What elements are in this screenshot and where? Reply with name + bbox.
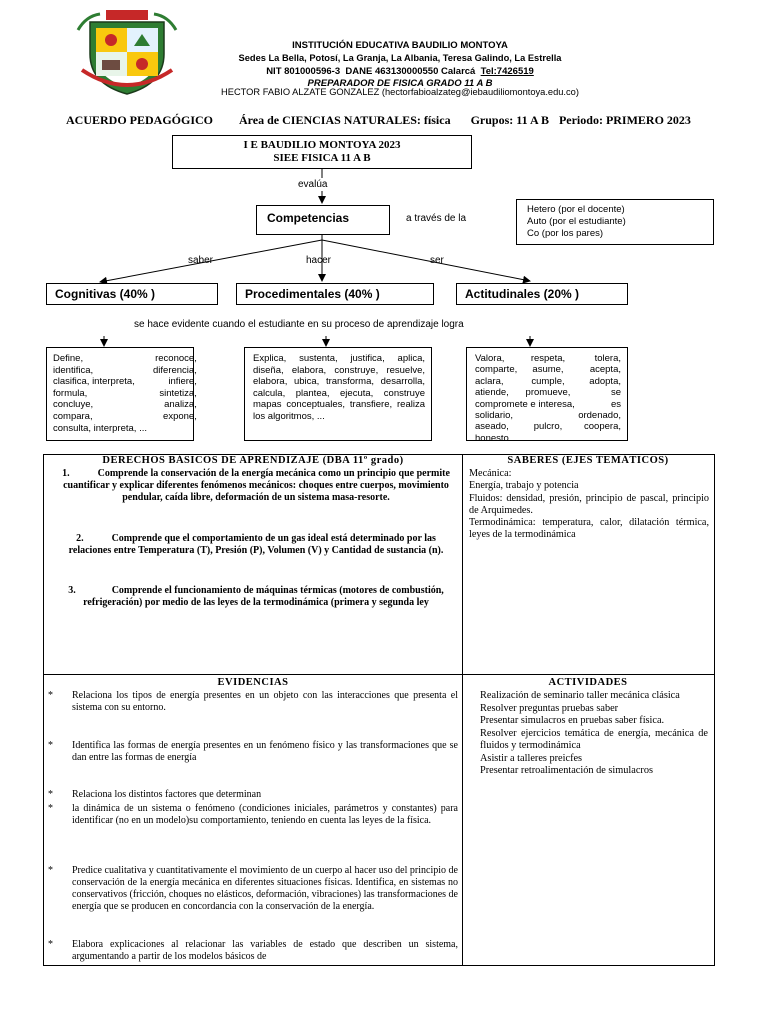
dba-item-3-num: 3.: [68, 585, 76, 596]
evalua-label: evalúa: [298, 179, 328, 190]
agreement-area: Área de CIENCIAS NATURALES: física: [239, 113, 451, 127]
verb: respeta,: [530, 353, 566, 364]
evaluation-type-auto: Auto (por el estudiante): [527, 216, 626, 227]
attitudinal-verbs-list: [475, 353, 621, 444]
evidence-text: Elabora explicaciones al relacionar las variables de estado que describen un sistema, argumentando a partir de los modelos básicos de: [72, 939, 458, 962]
dba-item-3-text: Comprende el funcionamiento de máquinas térmicas (motores de combustión, refrigeración) por medio de las leyes de la termodinámica (primera y segunda ley: [83, 585, 444, 608]
saber-line: Mecánica:: [469, 468, 512, 479]
dba-item-2-num: 2.: [76, 533, 84, 544]
verb: cumple,: [531, 375, 565, 387]
verb: se: [610, 387, 621, 399]
dba-title: DERECHOS BÁSICOS DE APRENDIZAJE (DBA 11º grado): [102, 455, 404, 466]
tel-link[interactable]: Tel:7426519: [480, 66, 534, 77]
agreement-period: Periodo: PRIMERO 2023: [558, 113, 691, 127]
preparer-line: PREPARADOR DE FISICA GRADO 11 A B: [307, 78, 493, 89]
siee-box: [172, 135, 472, 169]
verb: tolera,: [594, 353, 621, 364]
nit-dane: NIT 801000596-3 DANE 463130000550 Calarcá: [266, 66, 481, 77]
cognitive-verbs-list: [53, 353, 197, 434]
verb: honesto: [475, 432, 509, 444]
dba-item-1-text: Comprende la conservación de la energía mecánica como un principio que permite cuantificar y explicar diferentes fenómenos mecánicos: choques entre cuerpos, movimiento pendular, caída libre, deformación de un sistema masa-resorte.: [63, 468, 450, 503]
cognitivas-box: Cognitivas (40% ): [46, 283, 218, 305]
attitudinal-verbs-box: [466, 347, 628, 444]
verb: analiza,: [164, 399, 197, 411]
evidence-item: [48, 690, 458, 714]
verb: asume,: [532, 364, 564, 376]
evidence-text: la dinámica de un sistema o fenómeno (condiciones iniciales, parámetros y constantes) para identificar (no en un modelo)su comportamiento, teniendo en cuenta las leyes de la física.: [72, 803, 458, 826]
evaluation-types-box: [516, 199, 714, 245]
evidencias-title: EVIDENCIAS: [217, 677, 289, 688]
saber-line: Energía, trabajo y potencia: [469, 480, 579, 492]
actitudinales-box: Actitudinales (20% ): [456, 283, 628, 305]
activity-item: Presentar retroalimentación de simulacros: [480, 765, 653, 776]
evidence-item: [48, 740, 458, 764]
bullet-icon: *: [48, 690, 53, 701]
verb: pulcro,: [533, 421, 563, 433]
ser-label: ser: [430, 255, 444, 266]
bullet-icon: *: [48, 803, 53, 814]
bullet-icon: *: [48, 789, 53, 800]
teacher-line: HECTOR FABIO ALZATE GONZALEZ (hectorfabioalzateg@iebaudiliomontoya.edu.co): [221, 87, 579, 97]
dba-item-3: [56, 585, 456, 609]
dba-item-2-text: Comprende que el comportamiento de un gas ideal está determinado por las relaciones entre Temperatura (T), Presión (P), Volumen (V) y Cantidad de sustancia (n).: [68, 533, 444, 556]
agreement-groups: Grupos: 11 A B: [470, 113, 549, 127]
evidence-text: Relaciona los distintos factores que determinan: [72, 789, 262, 800]
verb: promueve,: [525, 387, 571, 399]
saber-line: Fluidos: densidad, presión, principio de pascal, principio de Arquimedes.: [469, 492, 709, 516]
dba-item-1-num: 1.: [62, 468, 70, 479]
siee-line2: SIEE FISICA 11 A B: [273, 152, 371, 164]
verb: aseado,: [475, 421, 509, 433]
evidence-item: [48, 939, 458, 965]
verb: coopera,: [584, 421, 621, 433]
verb: adopta,: [589, 375, 621, 387]
a-traves-label: a través de la: [406, 213, 467, 224]
verb: acepta,: [589, 364, 621, 376]
evaluation-type-hetero: Hetero (por el docente): [527, 204, 625, 215]
verb: solidario,: [475, 410, 514, 422]
competencias-box: Competencias: [256, 205, 390, 235]
hacer-label: hacer: [306, 255, 332, 266]
bullet-icon: *: [48, 740, 53, 751]
verb: [153, 423, 197, 435]
dba-item-2: [60, 533, 452, 557]
verb: Valora,: [475, 353, 505, 364]
procedural-verbs-box: Explica, sustenta, justifica, aplica, diseña, elabora, construye, resuelve, elabora, ubica, transforma, desarrolla, calcula, plantea, ejecuta, construye mapas conceptuales, transfiere, realiza los algoritmos, ...: [244, 347, 432, 441]
evident-label: se hace evidente cuando el estudiante en su proceso de aprendizaje logra: [134, 319, 464, 330]
verb: es: [610, 398, 621, 410]
evidence-item: [48, 789, 458, 801]
verb: aclara,: [475, 375, 504, 387]
saberes-title: SABERES (EJES TEMÁTICOS): [507, 455, 669, 466]
verb: compara,: [53, 410, 93, 422]
institution-name: INSTITUCIÓN EDUCATIVA BAUDILIO MONTOYA: [292, 40, 508, 51]
agreement-title: ACUERDO PEDAGÓGICO: [66, 113, 214, 127]
verb: diferencia,: [153, 364, 197, 376]
verb: concluye,: [53, 399, 94, 411]
evidence-item: [48, 803, 458, 827]
siee-line1: I E BAUDILIO MONTOYA 2023: [243, 139, 401, 151]
activity-item: Asistir a talleres preicfes: [480, 752, 583, 764]
evaluation-type-co: Co (por los pares): [527, 228, 604, 239]
actividades-title: ACTIVIDADES: [548, 677, 628, 688]
evidence-text: Predice cualitativa y cuantitativamente el movimiento de un cuerpo al hacer uso del principio de conservación de la energía mecánica en diferentes situaciones físicas. Identifica, en sistemas no conservativos (fricción, choques no elásticos, deformación, vibraciones) las transformaciones de energía que se producen en concordancia con la conservación de la energía.: [72, 865, 458, 912]
verb: ordenado,: [578, 410, 621, 422]
evidence-item: [48, 865, 458, 913]
verb: identifica,: [53, 364, 94, 376]
verb: expone,: [163, 410, 197, 422]
saberes-list: [469, 468, 709, 542]
row-divider: [44, 674, 714, 675]
verb: Define,: [53, 353, 84, 364]
verb: comparte,: [475, 364, 518, 376]
verb: reconoce,: [155, 353, 197, 364]
verb: sintetiza,: [159, 387, 197, 399]
cognitive-verbs-box: [46, 347, 197, 441]
activity-item: Resolver preguntas pruebas saber: [480, 702, 619, 714]
saber-line: Termodinámica: temperatura, calor, dilatación térmica, leyes de la termodinámica: [469, 517, 709, 541]
verb: infiere,: [168, 376, 197, 388]
bullet-icon: *: [48, 865, 53, 876]
sedes-line: Sedes La Bella, Potosí, La Granja, La Albania, Teresa Galindo, La Estrella: [238, 53, 562, 63]
column-divider: [462, 455, 463, 965]
verb: [524, 433, 573, 444]
evidence-text: Relaciona los tipos de energía presentes en un objeto con las interacciones que presenta el sistema con su entorno.: [72, 690, 458, 713]
verb: consulta, interpreta, ...: [53, 422, 147, 434]
verb: formula,: [53, 387, 88, 399]
actividades-list: [480, 690, 708, 778]
activity-item: Realización de seminario taller mecánica clásica: [480, 690, 680, 701]
bullet-icon: *: [48, 939, 53, 950]
saber-label: saber: [188, 255, 214, 266]
evidence-text: Identifica las formas de energía presentes en un fenómeno físico y las transformaciones que se dan entre las formas de energía: [72, 740, 458, 763]
dba-item-1: [60, 468, 452, 504]
verb: compromete e interesa,: [475, 398, 575, 410]
verb: clasifica, interpreta,: [53, 376, 135, 388]
activity-item: Resolver ejercicios temática de energía, mecánica de fluidos y termodinámica: [480, 727, 708, 751]
procedimentales-box: Procedimentales (40% ): [236, 283, 434, 305]
activity-item: Presentar simulacros en pruebas saber física.: [480, 715, 665, 726]
verb: atiende,: [475, 387, 509, 399]
